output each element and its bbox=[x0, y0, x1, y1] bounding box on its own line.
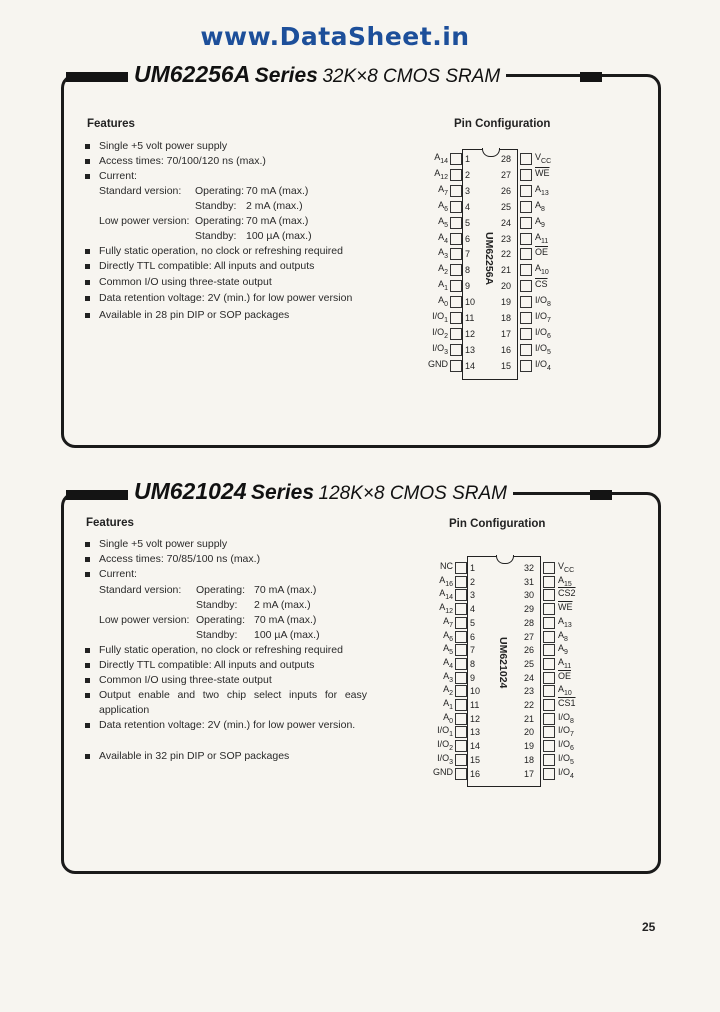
pin-number: 28 bbox=[524, 617, 535, 628]
feature-item: Directly TTL compatible: All inputs and outputs bbox=[99, 658, 369, 673]
feature-item: Common I/O using three-state output bbox=[99, 673, 369, 688]
pin-name: $A_6$ bbox=[443, 629, 453, 643]
pin-pad bbox=[520, 248, 532, 260]
feature-item: Access times: 70/85/100 ns (max.) bbox=[99, 552, 369, 567]
pin-name: $A_{14}$ bbox=[439, 588, 453, 602]
pin-name: GND bbox=[428, 358, 448, 369]
pin-number: 8 bbox=[465, 265, 471, 276]
pin-name: $A_1$ bbox=[438, 279, 448, 292]
pin-number: 15 bbox=[470, 754, 481, 765]
pin-pad bbox=[543, 699, 555, 711]
pin-name: CS2 bbox=[558, 588, 576, 599]
pin-number: 12 bbox=[465, 328, 476, 339]
pin-name: $A_4$ bbox=[443, 656, 453, 670]
current-mode: Operating: bbox=[195, 215, 245, 227]
pin-pad bbox=[543, 644, 555, 656]
pin-name: $A_3$ bbox=[438, 247, 448, 261]
pin-pad bbox=[520, 233, 532, 245]
pin-name: $I/O_2$ bbox=[432, 326, 448, 340]
pin-pad bbox=[455, 726, 467, 738]
title-bar-left bbox=[66, 490, 136, 500]
pin-name: $V_{CC}$ bbox=[535, 152, 552, 165]
pin-pad bbox=[450, 233, 462, 245]
pin-pad bbox=[455, 631, 467, 643]
pin-name: $A_8$ bbox=[558, 629, 568, 643]
pin-pad bbox=[543, 672, 555, 684]
pin-name: $A_{13}$ bbox=[535, 183, 549, 197]
feature-item: Current: bbox=[99, 169, 399, 184]
title-bar-right bbox=[580, 72, 602, 82]
pin-number: 11 bbox=[465, 313, 475, 323]
pin-pad bbox=[543, 631, 555, 643]
feature-item: Output enable and two chip select inputs for easy application bbox=[99, 688, 367, 718]
feature-item: Directly TTL compatible: All inputs and outputs bbox=[99, 259, 399, 274]
pin-pad bbox=[520, 264, 532, 276]
pin-pad bbox=[543, 726, 555, 738]
current-value: 70 mA (max.) bbox=[254, 614, 317, 626]
page-number: 25 bbox=[642, 920, 656, 934]
pin-number: 26 bbox=[501, 185, 512, 196]
pin-pad bbox=[543, 685, 555, 697]
pin-pad bbox=[455, 699, 467, 711]
pin-pad bbox=[450, 312, 462, 324]
pin-pad bbox=[520, 201, 532, 213]
pin-number: 15 bbox=[501, 360, 512, 371]
current-mode: Standby: bbox=[196, 599, 238, 611]
pin-pad bbox=[543, 740, 555, 752]
pin-pad bbox=[455, 740, 467, 752]
pin-number: 19 bbox=[501, 297, 512, 308]
pin-number: 20 bbox=[524, 727, 535, 738]
pin-number: 3 bbox=[465, 185, 471, 196]
pin-pad bbox=[520, 296, 532, 308]
pin-name: GND bbox=[433, 766, 453, 777]
title-bar-right bbox=[590, 490, 612, 500]
title-bar-left bbox=[66, 72, 136, 82]
section-title bbox=[128, 480, 513, 503]
pin-number: 14 bbox=[470, 741, 481, 752]
pin-name: $I/O_3$ bbox=[432, 342, 448, 356]
pin-name: NC bbox=[440, 561, 453, 571]
pin-name: $A_{10}$ bbox=[558, 684, 572, 698]
pin-name: $A_7$ bbox=[438, 183, 448, 197]
pin-pad bbox=[520, 312, 532, 324]
pin-number: 1 bbox=[465, 154, 471, 164]
pin-name: $A_{14}$ bbox=[434, 152, 448, 165]
feature-item: Single +5 volt power supply bbox=[99, 139, 399, 154]
feature-item: Data retention voltage: 2V (min.) for low power version bbox=[99, 291, 399, 306]
pin-number: 17 bbox=[501, 328, 512, 339]
pin-number: 4 bbox=[465, 201, 471, 212]
part-number: UM621024 bbox=[134, 478, 247, 504]
current-version: Low power version: bbox=[99, 215, 190, 227]
pin-pad bbox=[455, 768, 467, 780]
pin-name: $A_0$ bbox=[443, 711, 453, 725]
series-label: Series bbox=[254, 64, 318, 87]
pin-number: 10 bbox=[465, 297, 476, 308]
pin-pad bbox=[455, 576, 467, 588]
pin-name: $A_{15}$ bbox=[558, 574, 572, 588]
pin-name: $I/O_5$ bbox=[535, 342, 551, 356]
pin-name: $I/O_8$ bbox=[535, 295, 551, 308]
pin-number: 5 bbox=[465, 217, 471, 228]
pin-pad bbox=[455, 617, 467, 629]
pin-name: $A_2$ bbox=[438, 263, 448, 277]
features-heading: Features bbox=[87, 118, 135, 130]
pin-name: $A_9$ bbox=[535, 215, 545, 229]
pin-number: 8 bbox=[470, 658, 476, 669]
features-heading: Features bbox=[86, 517, 134, 529]
pin-pad bbox=[520, 185, 532, 197]
chip-notch bbox=[482, 148, 500, 157]
pin-name: CS1 bbox=[558, 698, 576, 708]
pin-pad bbox=[455, 603, 467, 615]
pin-pad bbox=[450, 185, 462, 197]
current-mode: Operating: bbox=[196, 614, 246, 626]
pin-pad bbox=[543, 768, 555, 780]
chip-label: UM621024 bbox=[497, 637, 509, 689]
pin-pad bbox=[455, 589, 467, 601]
current-value: 70 mA (max.) bbox=[246, 215, 309, 227]
watermark-url: www.DataSheet.in bbox=[200, 22, 470, 51]
pin-pad bbox=[543, 562, 555, 574]
pin-pad bbox=[543, 658, 555, 670]
current-version: Standard version: bbox=[99, 185, 182, 197]
pin-pad bbox=[520, 344, 532, 356]
pin-number: 12 bbox=[470, 713, 481, 724]
pin-pad bbox=[543, 754, 555, 766]
pin-name: $I/O_2$ bbox=[437, 739, 453, 752]
current-version: Standard version: bbox=[99, 584, 182, 596]
pin-name: $I/O_6$ bbox=[535, 326, 551, 340]
pin-name: $A_{10}$ bbox=[535, 263, 549, 277]
pin-name: $I/O_1$ bbox=[437, 725, 453, 739]
pin-number: 22 bbox=[501, 249, 512, 260]
current-mode: Standby: bbox=[195, 200, 237, 212]
pin-pad bbox=[455, 672, 467, 684]
pin-pad bbox=[520, 360, 532, 372]
pin-number: 5 bbox=[470, 617, 476, 628]
feature-item: Current: bbox=[99, 567, 369, 582]
current-version: Low power version: bbox=[99, 614, 190, 626]
pin-pad bbox=[450, 248, 462, 260]
pin-number: 31 bbox=[524, 576, 535, 587]
pin-number: 23 bbox=[501, 233, 512, 244]
pin-pad bbox=[450, 153, 462, 165]
pin-config-heading: Pin Configuration bbox=[454, 118, 551, 130]
pin-pad bbox=[450, 280, 462, 292]
pin-number: 7 bbox=[470, 645, 476, 656]
pin-name: $I/O_7$ bbox=[558, 725, 574, 739]
feature-item: Common I/O using three-state output bbox=[99, 275, 399, 290]
pin-name: $A_1$ bbox=[443, 698, 453, 711]
pin-name: $\overline{CS}$ bbox=[535, 279, 548, 290]
pin-pad bbox=[450, 169, 462, 181]
pin-pad bbox=[543, 589, 555, 601]
current-value: 70 mA (max.) bbox=[254, 584, 317, 596]
pin-pad bbox=[520, 153, 532, 165]
pin-number: 9 bbox=[465, 281, 471, 292]
pin-pad bbox=[455, 658, 467, 670]
pin-number: 11 bbox=[470, 700, 480, 710]
pin-name: $A_{11}$ bbox=[558, 656, 572, 670]
pin-pad bbox=[450, 360, 462, 372]
pin-pad bbox=[455, 562, 467, 574]
pin-number: 2 bbox=[470, 576, 476, 587]
pin-number: 3 bbox=[470, 590, 476, 601]
pin-name: $I/O_7$ bbox=[535, 311, 551, 324]
pin-number: 27 bbox=[524, 631, 535, 642]
pin-number: 28 bbox=[501, 154, 512, 164]
pin-name: $A_4$ bbox=[438, 231, 448, 245]
pin-number: 24 bbox=[524, 672, 535, 683]
pin-name: $A_{11}$ bbox=[535, 231, 549, 245]
part-description: 32K×8 CMOS SRAM bbox=[322, 66, 501, 87]
pin-number: 24 bbox=[501, 217, 512, 228]
pin-number: 27 bbox=[501, 169, 512, 180]
pin-pad bbox=[543, 617, 555, 629]
pin-name: $A_{12}$ bbox=[439, 602, 453, 615]
pin-pad bbox=[520, 217, 532, 229]
pin-number: 1 bbox=[470, 563, 476, 573]
section-title bbox=[128, 63, 506, 86]
pin-number: 13 bbox=[470, 727, 481, 738]
pin-number: 2 bbox=[465, 169, 471, 180]
pin-name: $\overline{OE}$ bbox=[535, 247, 549, 258]
pin-number: 6 bbox=[465, 233, 471, 244]
feature-item: Single +5 volt power supply bbox=[99, 537, 369, 552]
pin-number: 16 bbox=[470, 768, 481, 779]
pin-number: 17 bbox=[524, 768, 535, 779]
feature-item: Access times: 70/100/120 ns (max.) bbox=[99, 154, 399, 169]
current-mode: Standby: bbox=[196, 629, 238, 641]
current-mode: Operating: bbox=[195, 185, 245, 197]
pin-name: $I/O_5$ bbox=[558, 752, 574, 766]
chip-label: UM62256A bbox=[483, 232, 495, 286]
feature-item: Available in 32 pin DIP or SOP packages bbox=[99, 749, 369, 764]
pin-pad bbox=[450, 296, 462, 308]
pin-name: $I/O_3$ bbox=[437, 752, 453, 766]
pin-number: 25 bbox=[524, 658, 535, 669]
pin-number: 10 bbox=[470, 686, 481, 697]
pin-name: $\overline{WE}$ bbox=[535, 167, 550, 178]
pin-name: $A_3$ bbox=[443, 670, 453, 684]
pin-name: $A_7$ bbox=[443, 615, 453, 629]
pin-name: $\overline{OE}$ bbox=[558, 670, 572, 681]
pin-number: 16 bbox=[501, 344, 512, 355]
current-value: 70 mA (max.) bbox=[246, 185, 309, 197]
pin-pad bbox=[450, 328, 462, 340]
pin-pad bbox=[520, 169, 532, 181]
current-value: 2 mA (max.) bbox=[246, 200, 303, 212]
pin-name: $A_0$ bbox=[438, 295, 448, 308]
pin-pad bbox=[520, 280, 532, 292]
feature-item: Fully static operation, no clock or refreshing required bbox=[99, 244, 399, 259]
pin-number: 30 bbox=[524, 590, 535, 601]
pin-number: 9 bbox=[470, 672, 476, 683]
pin-name: $I/O_4$ bbox=[558, 766, 574, 780]
pin-number: 19 bbox=[524, 741, 535, 752]
pin-number: 6 bbox=[470, 631, 476, 642]
pin-number: 14 bbox=[465, 360, 476, 371]
pin-pad bbox=[455, 685, 467, 697]
current-value: 100 µA (max.) bbox=[246, 230, 312, 242]
pin-number: 13 bbox=[465, 344, 476, 355]
series-label: Series bbox=[250, 481, 315, 504]
pin-name: $I/O_1$ bbox=[432, 311, 448, 324]
pin-number: 4 bbox=[470, 604, 476, 615]
pin-name: $A_{13}$ bbox=[558, 615, 572, 629]
pin-number: 7 bbox=[465, 249, 471, 260]
pin-pad bbox=[450, 344, 462, 356]
pin-number: 23 bbox=[524, 686, 535, 697]
pin-number: 18 bbox=[501, 313, 512, 323]
pin-pad bbox=[520, 328, 532, 340]
part-number: UM62256A bbox=[134, 61, 251, 87]
pin-name: $\overline{WE}$ bbox=[558, 602, 573, 613]
pin-number: 29 bbox=[524, 604, 535, 615]
pin-config-heading: Pin Configuration bbox=[449, 518, 546, 530]
part-description: 128K×8 CMOS SRAM bbox=[318, 483, 507, 504]
feature-item: Fully static operation, no clock or refreshing required bbox=[99, 643, 369, 658]
current-value: 100 µA (max.) bbox=[254, 629, 320, 641]
pin-pad bbox=[450, 264, 462, 276]
pin-number: 21 bbox=[524, 713, 535, 724]
pin-name: $I/O_4$ bbox=[535, 358, 551, 372]
pin-number: 26 bbox=[524, 645, 535, 656]
pin-pad bbox=[543, 576, 555, 588]
pin-pad bbox=[455, 754, 467, 766]
current-value: 2 mA (max.) bbox=[254, 599, 311, 611]
pin-number: 21 bbox=[501, 265, 512, 276]
pin-number: 32 bbox=[524, 563, 535, 573]
feature-item: Available in 28 pin DIP or SOP packages bbox=[99, 308, 399, 323]
pin-name: $A_5$ bbox=[438, 215, 448, 229]
pin-name: $V_{CC}$ bbox=[558, 561, 575, 574]
pin-number: 22 bbox=[524, 700, 535, 710]
pin-name: $I/O_6$ bbox=[558, 739, 574, 752]
pin-name: $A_{16}$ bbox=[439, 574, 453, 588]
pin-name: $A_2$ bbox=[443, 684, 453, 698]
chip-notch bbox=[496, 555, 514, 564]
current-mode: Operating: bbox=[196, 584, 246, 596]
pin-number: 25 bbox=[501, 201, 512, 212]
pin-pad bbox=[455, 644, 467, 656]
pin-name: $A_6$ bbox=[438, 199, 448, 213]
pin-name: $A_8$ bbox=[535, 199, 545, 213]
feature-item: Data retention voltage: 2V (min.) for low power version. bbox=[99, 718, 367, 733]
pin-pad bbox=[543, 603, 555, 615]
pin-name: $A_{12}$ bbox=[434, 167, 448, 181]
pin-pad bbox=[543, 713, 555, 725]
pin-pad bbox=[450, 201, 462, 213]
pin-name: $A_5$ bbox=[443, 643, 453, 656]
pin-name: $I/O_8$ bbox=[558, 711, 574, 725]
pin-number: 18 bbox=[524, 754, 535, 765]
current-mode: Standby: bbox=[195, 230, 237, 242]
pin-number: 20 bbox=[501, 281, 512, 292]
pin-name: $A_9$ bbox=[558, 643, 568, 656]
pin-pad bbox=[455, 713, 467, 725]
pin-pad bbox=[450, 217, 462, 229]
